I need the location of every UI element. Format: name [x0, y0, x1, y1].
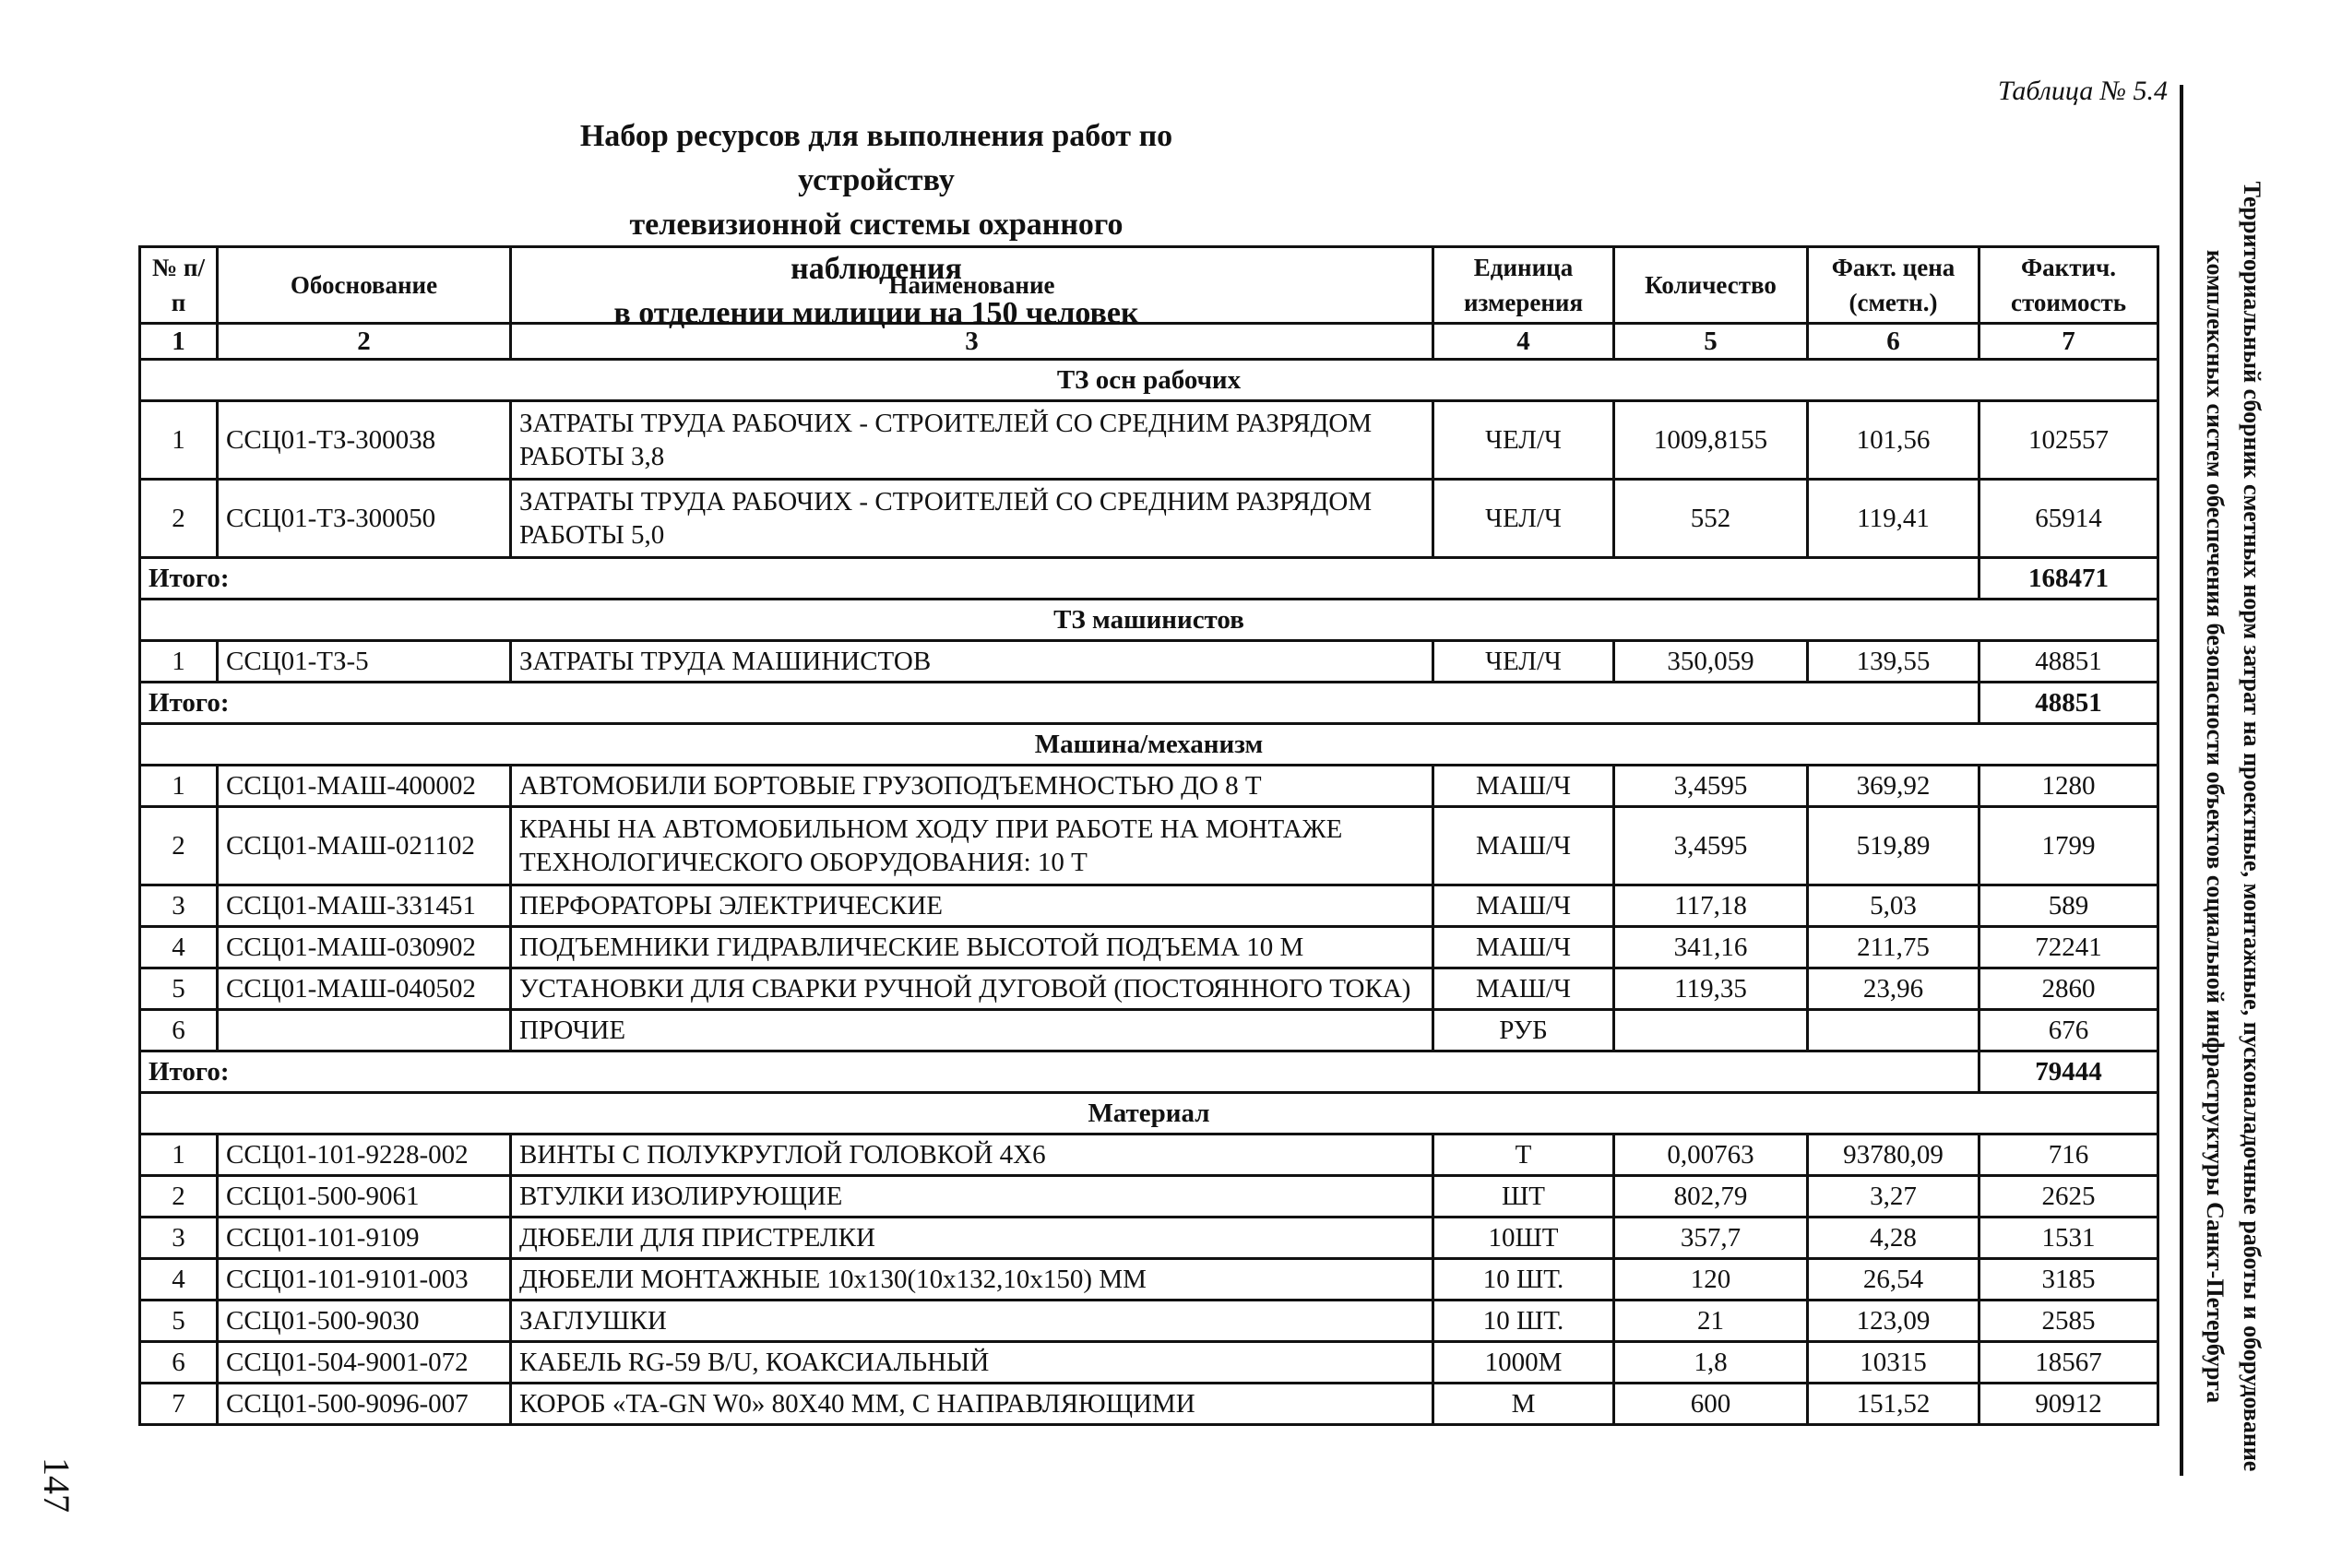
colnum-3: 3 — [511, 324, 1433, 360]
cell-qty: 3,4595 — [1614, 766, 1808, 807]
cell-unit: 10 ШТ. — [1433, 1301, 1614, 1342]
cell-num: 1 — [140, 766, 218, 807]
cell-num: 6 — [140, 1342, 218, 1384]
cell-name: ПОДЪЕМНИКИ ГИДРАВЛИЧЕСКИЕ ВЫСОТОЙ ПОДЪЕМА 10 М — [511, 927, 1433, 968]
cell-qty: 21 — [1614, 1301, 1808, 1342]
cell-cost: 18567 — [1979, 1342, 2158, 1384]
colnum-7: 7 — [1979, 324, 2158, 360]
cell-name: КРАНЫ НА АВТОМОБИЛЬНОМ ХОДУ ПРИ РАБОТЕ НА МОНТАЖЕ ТЕХНОЛОГИЧЕСКОГО ОБОРУДОВАНИЯ: 10 Т — [511, 807, 1433, 885]
cell-price: 211,75 — [1808, 927, 1979, 968]
cell-num: 3 — [140, 885, 218, 927]
cell-qty: 1,8 — [1614, 1342, 1808, 1384]
table-row — [140, 1342, 2158, 1384]
cell-unit: ЧЕЛ/Ч — [1433, 480, 1614, 558]
cell-code: ССЦ01-500-9061 — [218, 1176, 511, 1218]
cell-name: АВТОМОБИЛИ БОРТОВЫЕ ГРУЗОПОДЪЕМНОСТЬЮ ДО 8 Т — [511, 766, 1433, 807]
cell-code: ССЦ01-МАШ-040502 — [218, 968, 511, 1010]
cell-code: ССЦ01-101-9109 — [218, 1218, 511, 1259]
total-label: Итого: — [140, 1051, 1979, 1093]
cell-unit: 10ШТ — [1433, 1218, 1614, 1259]
cell-name: КАБЕЛЬ RG-59 B/U, КОАКСИАЛЬНЫЙ — [511, 1342, 1433, 1384]
cell-price: 10315 — [1808, 1342, 1979, 1384]
cell-num: 5 — [140, 1301, 218, 1342]
cell-code: ССЦ01-ТЗ-300050 — [218, 480, 511, 558]
cell-price: 139,55 — [1808, 641, 1979, 683]
cell-name: ДЮБЕЛИ МОНТАЖНЫЕ 10х130(10х132,10х150) ММ — [511, 1259, 1433, 1301]
cell-price: 369,92 — [1808, 766, 1979, 807]
cell-code: ССЦ01-500-9030 — [218, 1301, 511, 1342]
cell-num: 7 — [140, 1384, 218, 1425]
cell-qty: 357,7 — [1614, 1218, 1808, 1259]
cell-price: 93780,09 — [1808, 1134, 1979, 1176]
table-row — [140, 1176, 2158, 1218]
cell-name: ПРОЧИЕ — [511, 1010, 1433, 1051]
header-cost: Фактич. стоимость — [1979, 247, 2158, 324]
colnum-1: 1 — [140, 324, 218, 360]
cell-num: 5 — [140, 968, 218, 1010]
cell-cost: 3185 — [1979, 1259, 2158, 1301]
header-num: № п/п — [140, 247, 218, 324]
table-row — [140, 1301, 2158, 1342]
colnum-5: 5 — [1614, 324, 1808, 360]
cell-num: 2 — [140, 1176, 218, 1218]
cell-unit: ЧЕЛ/Ч — [1433, 641, 1614, 683]
section-header-workers — [140, 360, 2158, 401]
cell-qty — [1614, 1010, 1808, 1051]
colnum-6: 6 — [1808, 324, 1979, 360]
cell-cost: 90912 — [1979, 1384, 2158, 1425]
cell-unit: ЧЕЛ/Ч — [1433, 401, 1614, 480]
colnum-4: 4 — [1433, 324, 1614, 360]
cell-num: 6 — [140, 1010, 218, 1051]
section-header-operators — [140, 600, 2158, 641]
title-line-2: телевизионной системы охранного наблюдения — [629, 208, 1123, 286]
cell-code: ССЦ01-ТЗ-300038 — [218, 401, 511, 480]
header-qty: Количество — [1614, 247, 1808, 324]
cell-unit: МАШ/Ч — [1433, 807, 1614, 885]
section-title: ТЗ машинистов — [140, 600, 2158, 641]
side-running-title — [2187, 172, 2270, 1481]
cell-price: 119,41 — [1808, 480, 1979, 558]
margin-divider — [2180, 85, 2183, 1476]
cell-qty: 0,00763 — [1614, 1134, 1808, 1176]
cell-cost: 1280 — [1979, 766, 2158, 807]
title-line-1: Набор ресурсов для выполнения работ по устройству — [579, 119, 1173, 197]
cell-unit: Т — [1433, 1134, 1614, 1176]
table-row — [140, 968, 2158, 1010]
cell-name: ВИНТЫ С ПОЛУКРУГЛОЙ ГОЛОВКОЙ 4Х6 — [511, 1134, 1433, 1176]
side-title-line-1: Территориальный сборник сметных норм затрат на проектные, монтажные, пусконаладочные работы и оборудование — [2239, 181, 2265, 1472]
cell-code: ССЦ01-ТЗ-5 — [218, 641, 511, 683]
cell-price — [1808, 1010, 1979, 1051]
cell-num: 4 — [140, 1259, 218, 1301]
cell-cost: 1531 — [1979, 1218, 2158, 1259]
cell-name: ПЕРФОРАТОРЫ ЭЛЕКТРИЧЕСКИЕ — [511, 885, 1433, 927]
cell-cost: 2860 — [1979, 968, 2158, 1010]
total-row — [140, 558, 2158, 600]
cell-price: 101,56 — [1808, 401, 1979, 480]
cell-name: КОРОБ «TA-GN W0» 80Х40 ММ, С НАПРАВЛЯЮЩИМИ — [511, 1384, 1433, 1425]
cell-code: ССЦ01-101-9101-003 — [218, 1259, 511, 1301]
table-row — [140, 1218, 2158, 1259]
table-row — [140, 1384, 2158, 1425]
cell-cost: 716 — [1979, 1134, 2158, 1176]
cell-price: 519,89 — [1808, 807, 1979, 885]
page-number: 147 — [36, 1457, 77, 1513]
table-caption: Таблица № 5.4 — [1997, 76, 2168, 106]
cell-code: ССЦ01-500-9096-007 — [218, 1384, 511, 1425]
table-row — [140, 927, 2158, 968]
cell-qty: 119,35 — [1614, 968, 1808, 1010]
cell-cost: 48851 — [1979, 641, 2158, 683]
cell-unit: ШТ — [1433, 1176, 1614, 1218]
cell-cost: 2625 — [1979, 1176, 2158, 1218]
cell-cost: 589 — [1979, 885, 2158, 927]
cell-unit: РУБ — [1433, 1010, 1614, 1051]
cell-price: 3,27 — [1808, 1176, 1979, 1218]
cell-unit: М — [1433, 1384, 1614, 1425]
table-row — [140, 885, 2158, 927]
cell-name: УСТАНОВКИ ДЛЯ СВАРКИ РУЧНОЙ ДУГОВОЙ (ПОСТОЯННОГО ТОКА) — [511, 968, 1433, 1010]
cell-name: ЗАГЛУШКИ — [511, 1301, 1433, 1342]
cell-name: ДЮБЕЛИ ДЛЯ ПРИСТРЕЛКИ — [511, 1218, 1433, 1259]
header-name: Наименование — [511, 247, 1433, 324]
cell-code: ССЦ01-504-9001-072 — [218, 1342, 511, 1384]
cell-unit: МАШ/Ч — [1433, 927, 1614, 968]
cell-num: 1 — [140, 641, 218, 683]
cell-num: 1 — [140, 401, 218, 480]
cell-qty: 120 — [1614, 1259, 1808, 1301]
cell-cost: 676 — [1979, 1010, 2158, 1051]
cell-code: ССЦ01-МАШ-030902 — [218, 927, 511, 968]
cell-name: ВТУЛКИ ИЗОЛИРУЮЩИЕ — [511, 1176, 1433, 1218]
total-row — [140, 1051, 2158, 1093]
cell-cost: 102557 — [1979, 401, 2158, 480]
resources-table — [138, 245, 2159, 1426]
table-row — [140, 1259, 2158, 1301]
table-row — [140, 401, 2158, 480]
total-value: 168471 — [1979, 558, 2158, 600]
cell-price: 151,52 — [1808, 1384, 1979, 1425]
table-row — [140, 1010, 2158, 1051]
cell-code — [218, 1010, 511, 1051]
cell-unit: МАШ/Ч — [1433, 968, 1614, 1010]
header-row — [140, 247, 2158, 324]
cell-price: 26,54 — [1808, 1259, 1979, 1301]
cell-code: ССЦ01-МАШ-331451 — [218, 885, 511, 927]
cell-price: 123,09 — [1808, 1301, 1979, 1342]
header-basis: Обоснование — [218, 247, 511, 324]
cell-code: ССЦ01-101-9228-002 — [218, 1134, 511, 1176]
total-row — [140, 683, 2158, 724]
cell-qty: 341,16 — [1614, 927, 1808, 968]
cell-qty: 802,79 — [1614, 1176, 1808, 1218]
total-label: Итого: — [140, 683, 1979, 724]
section-header-materials — [140, 1093, 2158, 1134]
table-row — [140, 807, 2158, 885]
cell-qty: 3,4595 — [1614, 807, 1808, 885]
cell-qty: 552 — [1614, 480, 1808, 558]
table-row — [140, 480, 2158, 558]
total-value: 79444 — [1979, 1051, 2158, 1093]
cell-cost: 2585 — [1979, 1301, 2158, 1342]
column-number-row — [140, 324, 2158, 360]
cell-name: ЗАТРАТЫ ТРУДА РАБОЧИХ - СТРОИТЕЛЕЙ СО СРЕДНИМ РАЗРЯДОМ РАБОТЫ 5,0 — [511, 480, 1433, 558]
total-label: Итого: — [140, 558, 1979, 600]
cell-price: 23,96 — [1808, 968, 1979, 1010]
side-title-line-2: комплексных систем обеспечения безопасности объектов социальной инфраструктуры Санкт-Петербурга — [2202, 249, 2229, 1404]
section-title: ТЗ осн рабочих — [140, 360, 2158, 401]
cell-qty: 350,059 — [1614, 641, 1808, 683]
cell-unit: МАШ/Ч — [1433, 766, 1614, 807]
cell-price: 4,28 — [1808, 1218, 1979, 1259]
table-row — [140, 641, 2158, 683]
cell-name: ЗАТРАТЫ ТРУДА МАШИНИСТОВ — [511, 641, 1433, 683]
cell-qty: 600 — [1614, 1384, 1808, 1425]
section-title: Материал — [140, 1093, 2158, 1134]
header-price: Факт. цена (сметн.) — [1808, 247, 1979, 324]
cell-qty: 117,18 — [1614, 885, 1808, 927]
total-value: 48851 — [1979, 683, 2158, 724]
cell-cost: 72241 — [1979, 927, 2158, 968]
cell-unit: МАШ/Ч — [1433, 885, 1614, 927]
cell-code: ССЦ01-МАШ-400002 — [218, 766, 511, 807]
cell-qty: 1009,8155 — [1614, 401, 1808, 480]
header-unit: Единица измерения — [1433, 247, 1614, 324]
colnum-2: 2 — [218, 324, 511, 360]
cell-num: 2 — [140, 480, 218, 558]
table-row — [140, 1134, 2158, 1176]
cell-num: 2 — [140, 807, 218, 885]
cell-num: 1 — [140, 1134, 218, 1176]
cell-name: ЗАТРАТЫ ТРУДА РАБОЧИХ - СТРОИТЕЛЕЙ СО СРЕДНИМ РАЗРЯДОМ РАБОТЫ 3,8 — [511, 401, 1433, 480]
cell-code: ССЦ01-МАШ-021102 — [218, 807, 511, 885]
cell-cost: 1799 — [1979, 807, 2158, 885]
section-title: Машина/механизм — [140, 724, 2158, 766]
cell-cost: 65914 — [1979, 480, 2158, 558]
cell-unit: 10 ШТ. — [1433, 1259, 1614, 1301]
section-header-machines — [140, 724, 2158, 766]
cell-price: 5,03 — [1808, 885, 1979, 927]
table-row — [140, 766, 2158, 807]
title-line-3: в отделении милиции на 150 человек — [613, 296, 1139, 330]
cell-num: 3 — [140, 1218, 218, 1259]
cell-unit: 1000М — [1433, 1342, 1614, 1384]
cell-num: 4 — [140, 927, 218, 968]
